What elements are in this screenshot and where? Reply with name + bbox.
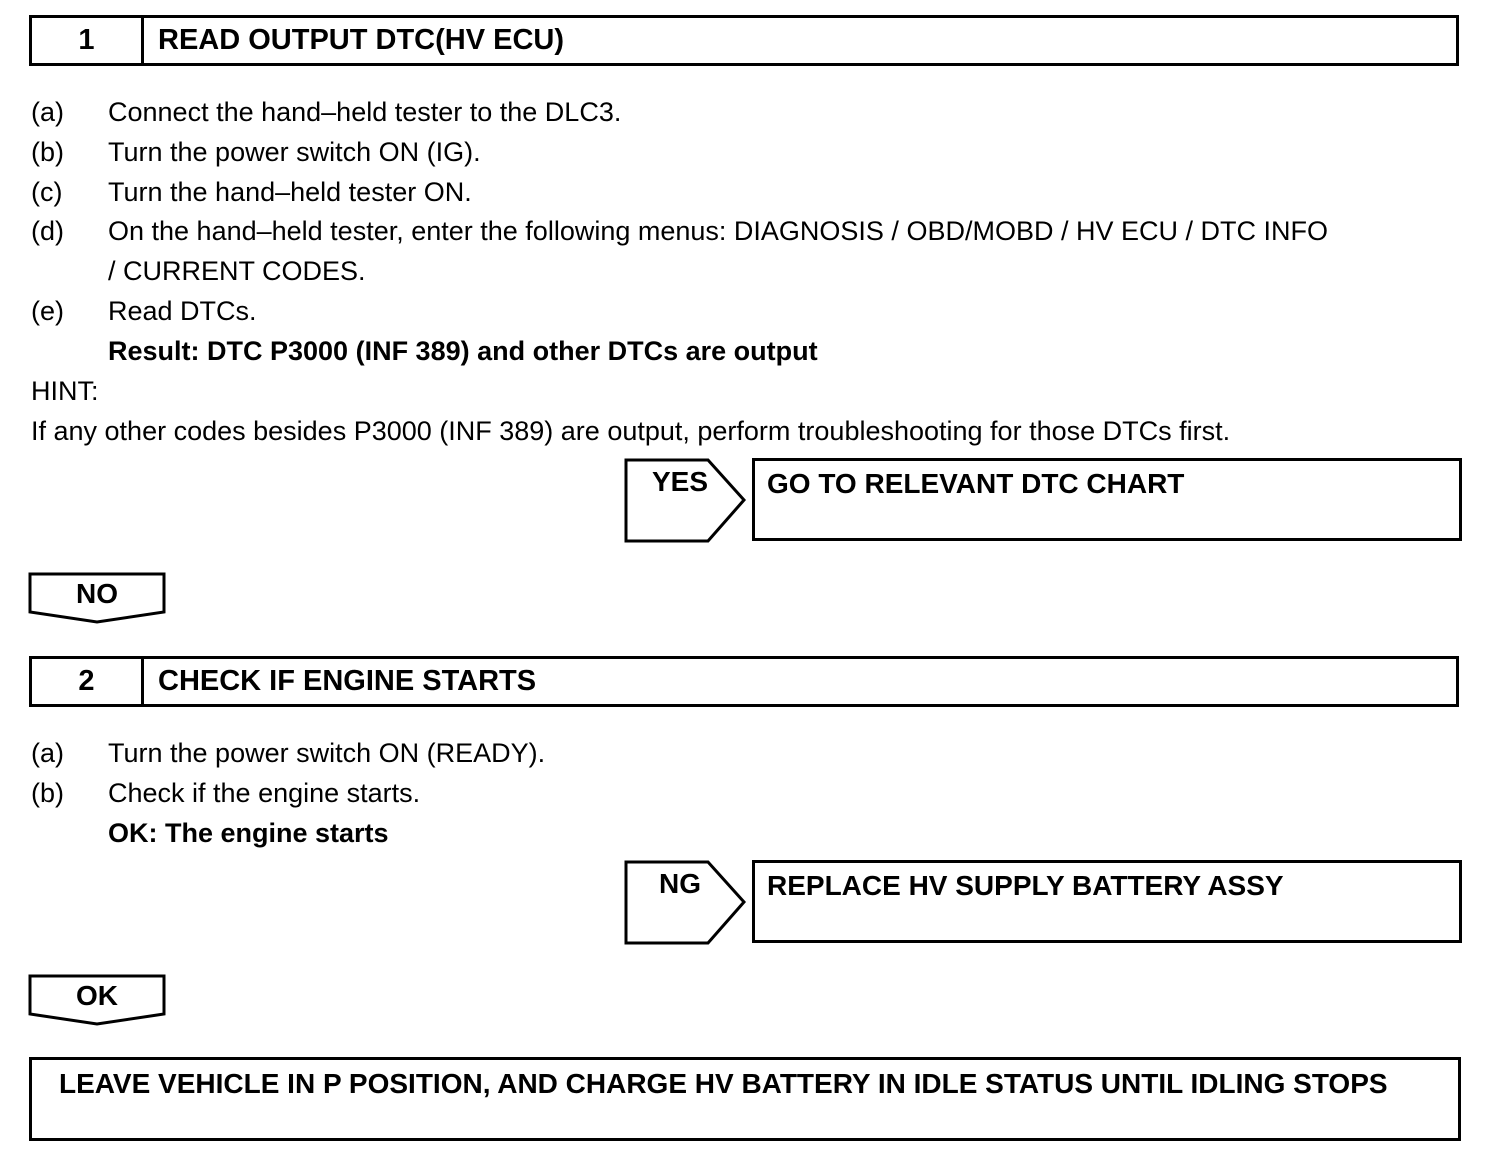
- step-1-header: [29, 15, 1459, 66]
- step-1-result: Result: DTC P3000 (INF 389) and other DTCs are output: [108, 336, 818, 366]
- ok-label: OK: [76, 980, 118, 1011]
- item-label: (d): [31, 216, 64, 246]
- item-label: (a): [31, 738, 64, 768]
- item-text: On the hand–held tester, enter the following menus: DIAGNOSIS / OBD/MOBD / HV ECU / DTC INFO: [108, 216, 1328, 246]
- final-action-box: [29, 1057, 1461, 1141]
- item-text: Read DTCs.: [108, 296, 257, 326]
- yes-label: YES: [651, 466, 709, 497]
- step-1-title: READ OUTPUT DTC(HV ECU): [158, 24, 564, 56]
- item-text: Turn the power switch ON (READY).: [108, 738, 546, 768]
- yes-result-box: [752, 458, 1462, 541]
- item-label: (b): [31, 137, 64, 167]
- no-label: NO: [76, 578, 118, 609]
- item-text-continued: / CURRENT CODES.: [108, 256, 366, 286]
- ng-branch-arrow: [624, 860, 748, 945]
- yes-branch-arrow: [624, 458, 748, 543]
- hint-text: If any other codes besides P3000 (INF 389) are output, perform troubleshooting for those DTCs first.: [31, 416, 1231, 446]
- step-2-title: CHECK IF ENGINE STARTS: [158, 665, 537, 697]
- item-label: (c): [31, 177, 63, 207]
- no-branch-arrow: [28, 572, 166, 624]
- item-label: (e): [31, 296, 64, 326]
- item-text: Connect the hand–held tester to the DLC3.: [108, 97, 622, 127]
- ng-result-text: REPLACE HV SUPPLY BATTERY ASSY: [767, 870, 1284, 901]
- item-text: Check if the engine starts.: [108, 778, 421, 808]
- ng-label: NG: [659, 868, 701, 899]
- item-text: Turn the power switch ON (IG).: [108, 137, 481, 167]
- final-action-text: LEAVE VEHICLE IN P POSITION, AND CHARGE HV BATTERY IN IDLE STATUS UNTIL IDLING STOPS: [59, 1068, 1388, 1099]
- step-1-number: 1: [32, 18, 144, 63]
- step-2-number: 2: [32, 659, 144, 704]
- ng-result-box: [752, 860, 1462, 943]
- item-label: (a): [31, 97, 64, 127]
- hint-label: HINT:: [31, 376, 99, 406]
- step-2-ok-criteria: OK: The engine starts: [108, 818, 389, 848]
- item-text: Turn the hand–held tester ON.: [108, 177, 472, 207]
- item-label: (b): [31, 778, 64, 808]
- yes-result-text: GO TO RELEVANT DTC CHART: [767, 468, 1185, 499]
- step-2-header: [29, 656, 1459, 707]
- ok-branch-arrow: [28, 974, 166, 1026]
